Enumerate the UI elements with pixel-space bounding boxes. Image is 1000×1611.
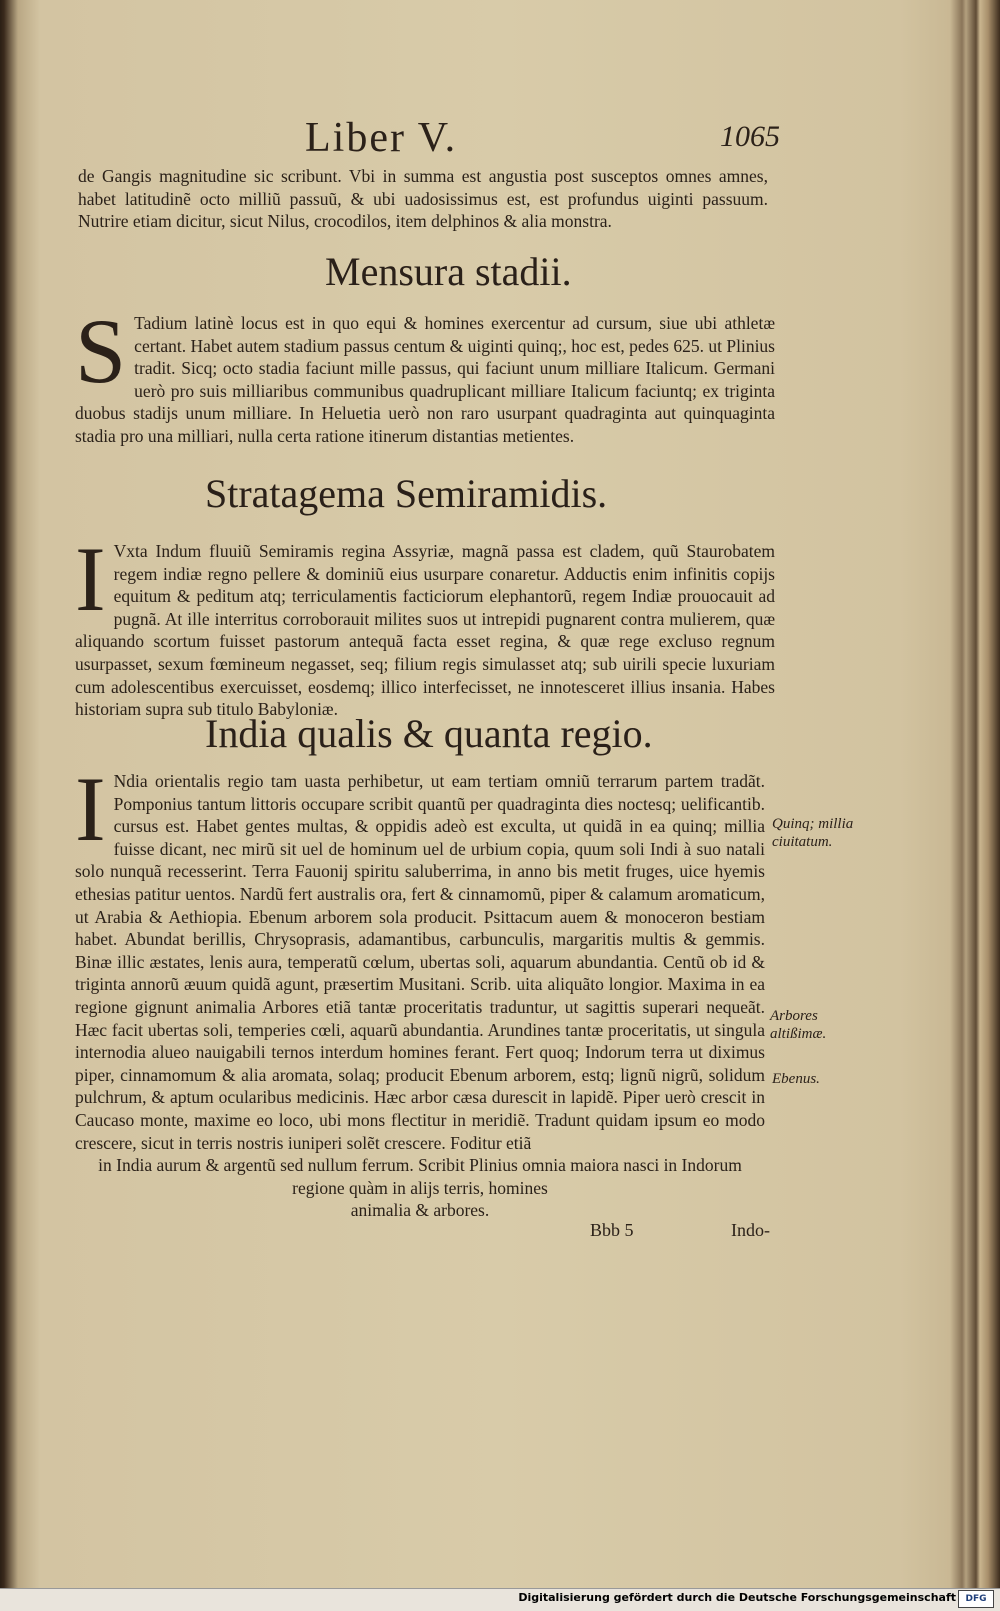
section-body-stratagema: [75, 528, 775, 721]
signature-line: [590, 1220, 770, 1241]
opening-paragraph: de Gangis magnitudine sic scribunt. Vbi in summa est angustia post susceptos omnes amnes, habet latitudinẽ octo milliũ passuũ, & ubi uadosissimus est, est profundus uiginti passuum. Nutrire etiam dicitur, sicut Nilus, crocodilos, item delphinos & alia monstra.: [78, 166, 768, 232]
running-head: [60, 110, 780, 160]
margin-note-quinque-millia: Quinq; millia ciuitatum.: [772, 816, 854, 850]
section-body-india: [75, 758, 765, 1222]
running-title: Liber V.: [305, 115, 458, 161]
tapered-ending-line-1: in India aurum & argentũ sed nullum ferrum. Scribit Plinius omnia maiora nasci in Indorum regione quàm in alijs terris, homines: [98, 1155, 742, 1198]
drop-cap: I: [75, 758, 106, 860]
margin-note-ebenus: Ebenus.: [772, 1071, 820, 1087]
section-heading-india: India qualis & quanta regio.: [205, 711, 653, 756]
tapered-ending-line-2: animalia & arbores.: [350, 1200, 490, 1221]
footer-credit: Digitalisierung gefördert durch die Deutsche Forschungsgemeinschaft: [518, 1591, 956, 1604]
dfg-logo-icon: DFG: [958, 1590, 994, 1608]
section-body-mensura: [75, 300, 775, 448]
drop-cap: S: [75, 300, 127, 402]
drop-cap: I: [75, 528, 106, 630]
section-text: Ndia orientalis regio tam uasta perhibetur, ut eam tertiam omniũ terrarum partem tradãt. Pomponius tantum littoris occupare scribit quantũ per quadraginta dies noctesq; uelificantib. cursus est. Habet gentes multas, & oppidis adeò est exculta, ut quidã in ea quinq; millia fuisse dicant, nec mirũ sit uel de hominum uel de urbium copia, quum soli Indi à suo natali solo nunquã recesserint. Terra Fauonij spiritu saluberrima, in anno bis metit fruges, uice hyemis ethesias patitur uentos. Nardũ fert australis ora, fert & cinnamomũ, piper & calamum aromaticum, ut Arabia & Aethiopia. Ebenum arborem sola producit. Psittacum auem & monoceron bestiam habet. Abundat berillis, Chrysoprasis, adamantibus, carbunculis, margaritis multis & gemmis. Binæ illic æstates, lenis aura, temperatũ cœlum, ubertas soli, aquarum abundantia. Centũ ob id & triginta annorũ æuum quidã agunt, præsertim Musitani. Scrib. uita aliquãto longior. Maxima in ea regione gignunt animalia Arbores etiã tantæ proceritatis traduntur, ut sagittis superari nequeãt. Hæc facit ubertas soli, temperies cœli, aquarũ abundantia. Arundines tantæ proceritatis, ut singula internodia alueo nauigabili ternos interdum homines ferant. Fert quoq; Indorum terra ut diximus piper, cinnamomum & alia aromata, solaq; producit Ebenum arborem, estq; lignũ nigrũ, solidum pulchrum, & aptum ocularibus medicinis. Hæc arbor cæsa durescit in lapidẽ. Piper uerò crescit in Caucaso monte, maxime eo loco, ubi mons flectitur in meridiẽ. Tradunt quidam ipsum eo modo crescere, sicut in terris nostris iuniperi solẽt crescere. Foditur etiã: [75, 771, 765, 1153]
section-heading-stratagema: Stratagema Semiramidis.: [205, 471, 608, 516]
catchword: Indo-: [731, 1220, 770, 1240]
section-heading-mensura: Mensura stadii.: [325, 249, 572, 294]
signature-mark: Bbb 5: [590, 1220, 634, 1240]
section-text: Tadium latinè locus est in quo equi & homines exercentur ad cursum, siue ubi athletæ certant. Habet autem stadium passus centum & uiginti quinq;, hoc est, pedes 625. ut Plinius tradit. Sicq; octo stadia faciunt mille passus, qui faciunt unum milliare Italicum. Germani uerò pro suis milliaribus communibus quadruplicant milliare Italicum faciuntq; ex triginta duobus stadijs unum milliare. In Heluetia uerò non raro usurpant quadraginta aut quinquaginta stadia pro una milliari, nulla certa ratione itinerum distantias metientes.: [75, 313, 775, 446]
section-text: Vxta Indum fluuiũ Semiramis regina Assyriæ, magnã passa est cladem, quũ Staurobatem regem indiæ regno pellere & dominiũ eius usurpare conaretur. Adductis enim infinitis copijs equitum & peditum atq; terriculamentis facticiorum elephantorũ, regem Indiæ prouocauit ad pugnã. At ille interritus corroborauit milites suos ut intrepidi pugnarent contra mulierem, quæ aliquando scortum fuisset pastorum antequã facta esset regina, & quæ rege excluso regnum usurpasset, sexum fœmineum negasset, seq; filium regis simulasset atq; sub uirili specie luxuriam cum adolescentibus exercuisset, eosdemq; illico interfecisset, ne innotesceret illius insania. Habes historiam supra sub titulo Babyloniæ.: [75, 541, 775, 720]
folio-number: 1065: [720, 120, 780, 153]
margin-note-arbores: Arbores altißimæ.: [770, 1008, 827, 1042]
